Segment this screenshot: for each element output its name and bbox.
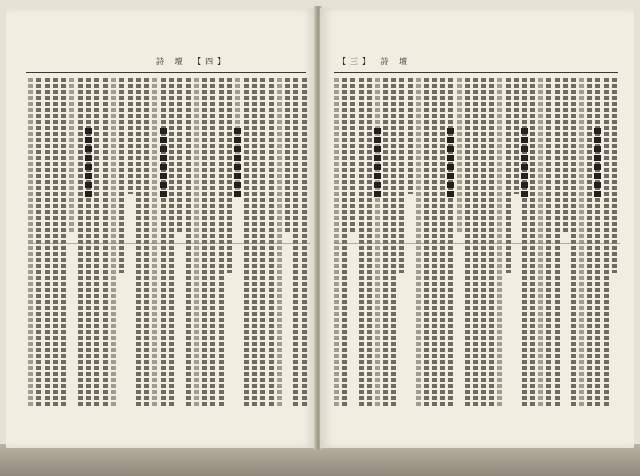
poem-title-mark [521,128,528,201]
page-divider-line [28,243,310,244]
text-column [563,78,568,233]
left-header-rule [26,72,306,73]
left-page-header: 詩 壇 【四】 [156,57,230,66]
left-page [6,8,316,448]
right-page-text-columns [334,78,620,408]
poem-title-mark [447,128,454,201]
text-column [69,78,74,233]
text-column [408,78,413,194]
left-page-text-columns [28,78,310,408]
page-divider-line [334,243,620,244]
poem-title-mark [594,128,601,201]
text-column [457,78,462,233]
right-page [320,8,634,448]
text-column [350,78,355,233]
poem-title-mark [160,128,167,201]
text-column [128,78,133,194]
right-header-rule [334,72,618,73]
poem-title-mark [85,128,92,201]
right-page-header: 【三】 詩 壇 [338,57,412,66]
text-column [514,78,519,194]
text-column [177,78,182,233]
text-column [285,78,290,233]
poem-title-mark [234,128,241,201]
poem-title-mark [374,128,381,201]
